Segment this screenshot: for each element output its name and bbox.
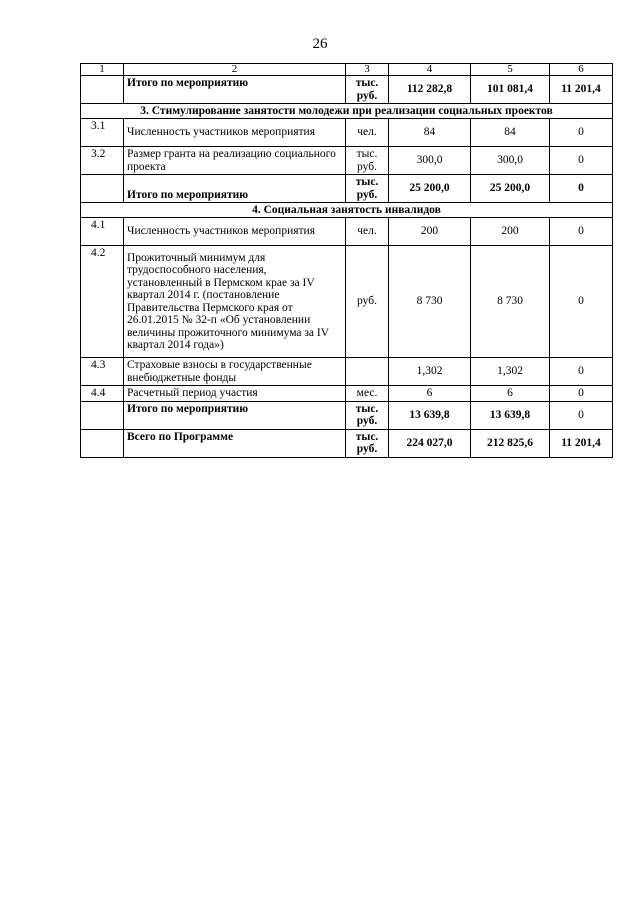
row-value-col5: 84 (471, 119, 550, 147)
page-number: 26 (312, 36, 328, 52)
row-value-col5: 6 (471, 386, 550, 402)
row-value-col6: 11 201,4 (550, 429, 613, 457)
row-value-col6: 0 (550, 218, 613, 246)
table-row (81, 358, 613, 386)
row-value-col5: 200 (471, 218, 550, 246)
row-value-col5: 25 200,0 (471, 175, 550, 203)
budget-table (80, 63, 613, 458)
row-value-col4: 200 (389, 218, 471, 246)
row-unit: тыс. руб. (346, 76, 389, 104)
table-row (81, 401, 613, 429)
row-number: 3.1 (81, 119, 124, 147)
row-value-col6: 0 (550, 358, 613, 386)
row-value-col6: 0 (550, 246, 613, 358)
row-value-col6: 0 (550, 386, 613, 402)
section-row (81, 203, 613, 218)
row-value-col5: 8 730 (471, 246, 550, 358)
row-value-col6: 0 (550, 175, 613, 203)
section-title: 4. Социальная занятость инвалидов (81, 203, 613, 218)
row-value-col5: 1,302 (471, 358, 550, 386)
row-name: Прожиточный минимум для трудоспособного населения, установленный в Пермском крае за IV квартал 2014 г. (постановление Правительства Пермского края от 26.01.2015 № 32-п «Об установлении величины прожиточного минимума за IV квартал 2014 года») (124, 246, 346, 358)
row-unit (346, 358, 389, 386)
row-number (81, 429, 124, 457)
row-value-col6: 0 (550, 401, 613, 429)
table-row (81, 386, 613, 402)
row-name: Размер гранта на реализацию социального проекта (124, 147, 346, 175)
row-number: 4.1 (81, 218, 124, 246)
row-unit: руб. (346, 246, 389, 358)
row-value-col5: 212 825,6 (471, 429, 550, 457)
row-unit: мес. (346, 386, 389, 402)
row-number (81, 175, 124, 203)
row-name: Итого по мероприятию (124, 175, 346, 203)
row-value-col6: 11 201,4 (550, 76, 613, 104)
row-value-col4: 25 200,0 (389, 175, 471, 203)
row-value-col4: 13 639,8 (389, 401, 471, 429)
row-number (81, 76, 124, 104)
row-value-col4: 6 (389, 386, 471, 402)
table-row (81, 119, 613, 147)
row-value-col5: 101 081,4 (471, 76, 550, 104)
row-value-col5: 13 639,8 (471, 401, 550, 429)
row-number (81, 401, 124, 429)
row-value-col5: 300,0 (471, 147, 550, 175)
row-name: Итого по мероприятию (124, 76, 346, 104)
row-value-col4: 112 282,8 (389, 76, 471, 104)
row-value-col4: 224 027,0 (389, 429, 471, 457)
row-unit: чел. (346, 119, 389, 147)
row-value-col4: 84 (389, 119, 471, 147)
row-unit: чел. (346, 218, 389, 246)
table-row (81, 147, 613, 175)
column-number: 2 (124, 64, 346, 76)
row-number: 4.4 (81, 386, 124, 402)
row-value-col4: 8 730 (389, 246, 471, 358)
section-row (81, 104, 613, 119)
row-unit: тыс. руб. (346, 401, 389, 429)
row-number: 4.3 (81, 358, 124, 386)
column-number: 4 (389, 64, 471, 76)
row-name: Расчетный период участия (124, 386, 346, 402)
row-unit: тыс. руб. (346, 147, 389, 175)
row-unit: тыс. руб. (346, 175, 389, 203)
row-name: Численность участников мероприятия (124, 119, 346, 147)
row-name: Численность участников мероприятия (124, 218, 346, 246)
row-number: 4.2 (81, 246, 124, 358)
row-name: Итого по мероприятию (124, 401, 346, 429)
row-name: Всего по Программе (124, 429, 346, 457)
table-row (81, 246, 613, 358)
row-number: 3.2 (81, 147, 124, 175)
column-number: 1 (81, 64, 124, 76)
column-number: 3 (346, 64, 389, 76)
table-row (81, 429, 613, 457)
column-number: 5 (471, 64, 550, 76)
column-number: 6 (550, 64, 613, 76)
table-row (81, 218, 613, 246)
row-unit: тыс. руб. (346, 429, 389, 457)
table-row (81, 175, 613, 203)
row-value-col4: 300,0 (389, 147, 471, 175)
row-value-col6: 0 (550, 147, 613, 175)
row-value-col4: 1,302 (389, 358, 471, 386)
section-title: 3. Стимулирование занятости молодежи при реализации социальных проектов (81, 104, 613, 119)
column-number-row (81, 64, 613, 76)
table-row (81, 76, 613, 104)
row-name: Страховые взносы в государственные внебюджетные фонды (124, 358, 346, 386)
row-value-col6: 0 (550, 119, 613, 147)
